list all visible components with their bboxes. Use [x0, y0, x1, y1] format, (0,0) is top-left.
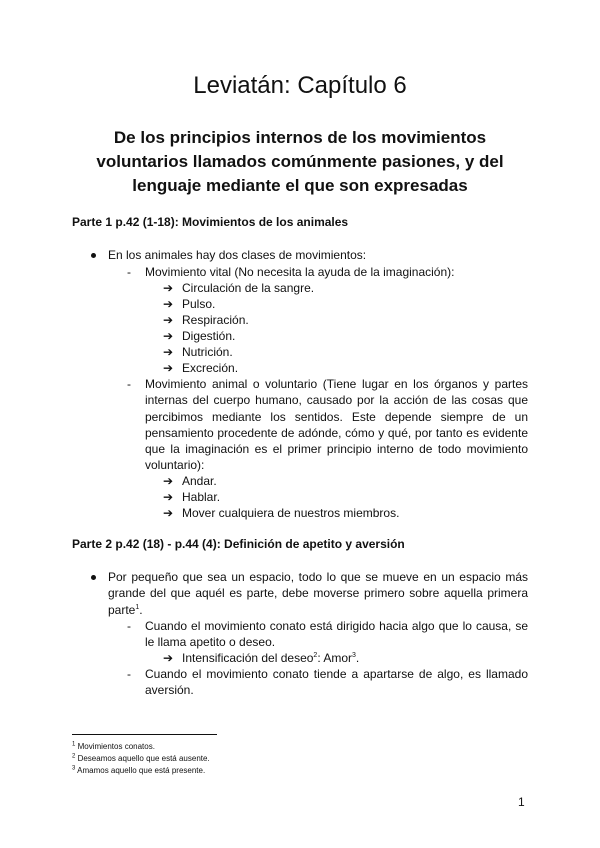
- footnote: $^2$ Deseamos aquello que está ausente.: [72, 753, 210, 763]
- vital-item: Circulación de la sangre.: [182, 281, 315, 295]
- section-2-heading: Parte 2 p.42 (18) - p.44 (4): Definición de apetito y aversión: [72, 537, 405, 551]
- arrow-right-icon: ➔: [163, 506, 174, 520]
- arrow-right-icon: ➔: [163, 329, 174, 343]
- vital-item: Nutrición.: [182, 345, 233, 359]
- chapter-subtitle: De los principios internos de los movimientos voluntarios llamados comúnmente pasiones, y del lenguaje mediante el que son expresadas: [96, 128, 504, 195]
- bullet-dot-icon: [91, 253, 96, 258]
- appetite-definition: Cuando el movimiento conato está dirigido hacia algo que lo causa, se le llama apetito o deseo.: [145, 619, 528, 650]
- vital-item: Pulso.: [182, 297, 216, 311]
- section-1-heading: Parte 1 p.42 (1-18): Movimientos de los animales: [72, 215, 349, 229]
- arrow-right-icon: ➔: [163, 361, 174, 375]
- footnote: $^3$ Amamos aquello que está presente.: [72, 765, 206, 775]
- dash-icon: -: [127, 667, 131, 681]
- arrow-right-icon: ➔: [163, 474, 174, 488]
- arrow-right-icon: ➔: [163, 651, 174, 665]
- bullet-dot-icon: [91, 575, 96, 580]
- desire-item: Intensificación del deseo$^2$: Amor$^3$.: [182, 651, 360, 665]
- aversion-definition: Cuando el movimiento conato tiende a apartarse de algo, es llamado aversión.: [145, 667, 528, 698]
- vital-item: Respiración.: [182, 313, 249, 327]
- arrow-right-icon: ➔: [163, 345, 174, 359]
- arrow-right-icon: ➔: [163, 313, 174, 327]
- footnote-divider: [72, 734, 217, 735]
- page-title: Leviatán: Capítulo 6: [193, 72, 407, 99]
- dash-icon: -: [127, 377, 131, 391]
- arrow-right-icon: ➔: [163, 297, 174, 311]
- page-number: 1: [518, 795, 525, 809]
- vital-movement-label: Movimiento vital (No necesita la ayuda de la imaginación):: [145, 265, 455, 279]
- vital-item: Digestión.: [182, 329, 236, 343]
- animal-movement-paragraph: Movimiento animal o voluntario (Tiene lugar en los órganos y partes internas del cuerpo humano, causado por la acción de las cosas que percibimos mediante los sentidos. Este depende siempre de un pensamiento procedente de adónde, cómo y qué, por tanto es evidente que la imaginación es el primer principio interno de todo movimiento voluntario):: [145, 377, 528, 473]
- animal-item: Andar.: [182, 474, 217, 488]
- section-1-bullet: En los animales hay dos clases de movimientos:: [108, 248, 367, 262]
- vital-item: Excreción.: [182, 361, 239, 375]
- arrow-right-icon: ➔: [163, 490, 174, 504]
- dash-icon: -: [127, 265, 131, 279]
- footnote: $^1$ Movimientos conatos.: [72, 741, 155, 751]
- animal-item: Mover cualquiera de nuestros miembros.: [182, 506, 400, 520]
- animal-item: Hablar.: [182, 490, 221, 504]
- arrow-right-icon: ➔: [163, 281, 174, 295]
- section-2-bullet: Por pequeño que sea un espacio, todo lo que se mueve en un espacio más grande del que aquél es parte, debe moverse primero sobre aquella primera parte$^1$.: [108, 570, 528, 617]
- dash-icon: -: [127, 619, 131, 633]
